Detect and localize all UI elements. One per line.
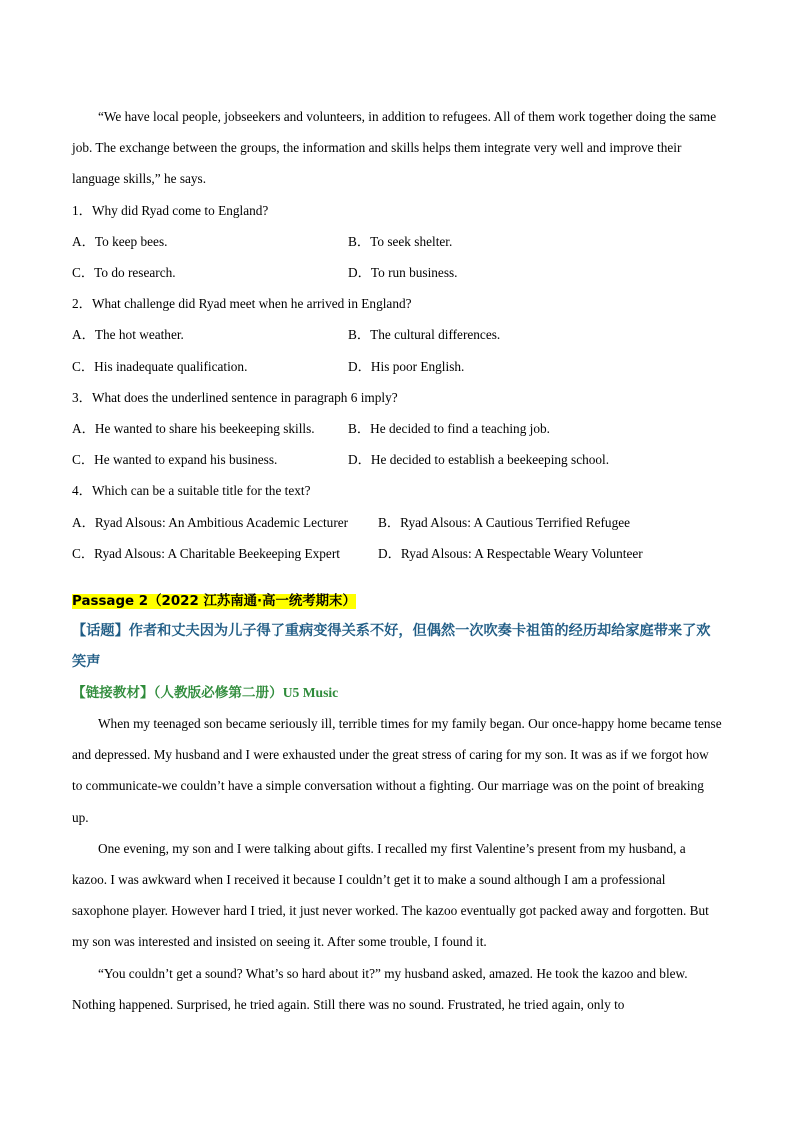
passage2-textbook-link [72, 678, 722, 708]
question-stem: 2．What challenge did Ryad meet when he arrived in England? [72, 296, 412, 312]
option-row [72, 413, 722, 444]
option-b: B．Ryad Alsous: A Cautious Terrified Refugee [378, 514, 631, 530]
option-c: C．He wanted to expand his business. [72, 452, 278, 468]
option-d: D．To run business. [348, 265, 458, 281]
passage2-heading [72, 591, 722, 613]
option-d: D．Ryad Alsous: A Respectable Weary Volunteer [378, 545, 643, 561]
link-unit: U5 Music [282, 685, 339, 701]
link-label: 【链接教材】 [72, 685, 154, 702]
option-row [72, 507, 722, 538]
option-b: B．He decided to find a teaching job. [348, 421, 550, 437]
section-spacer [72, 569, 722, 591]
option-a: A．The hot weather. [72, 327, 184, 343]
option-row [72, 319, 722, 350]
passage1-closing-paragraph: “We have local people, jobseekers and volunteers, in addition to refugees. All of them work together doing the same job. The exchange between the groups, the information and skills helps them integrate very well and improve their language skills,” he says. [72, 109, 717, 187]
option-row [72, 538, 722, 569]
passage2-paragraph-2: One evening, my son and I were talking about gifts. I recalled my first Valentine’s present from my husband, a kazoo. I was awkward when I received it because I couldn’t get it to make a sound although I am a professional saxophone player. However hard I tried, it just never worked. The kazoo eventually got packed away and forgotten. But my son was interested and insisted on seeing it. After some trouble, I found it. [72, 840, 709, 950]
question-2 [72, 288, 722, 382]
option-c: C．His inadequate qualification. [72, 358, 248, 374]
link-book: （人教版必修第二册） [153, 685, 283, 702]
option-d: D．He decided to establish a beekeeping school. [348, 452, 610, 468]
passage2-paragraph-1: When my teenaged son became seriously ill, terrible times for my family began. Our once-happy home became tense and depressed. My husband and I were exhausted under the great stress of caring for my son. It was as if we forgot how to communicate-we couldn’t have a simple conversation without a fighting. Our marriage was on the point of breaking up. [72, 716, 722, 825]
option-b: B．The cultural differences. [348, 327, 501, 343]
option-c: C．To do research. [72, 265, 176, 281]
passage2-source: （2022 江苏南通·高一统考期末） [148, 594, 356, 610]
option-row [72, 226, 722, 257]
option-row [72, 351, 722, 382]
option-c: C．Ryad Alsous: A Charitable Beekeeping Expert [72, 545, 340, 561]
option-b: B．To seek shelter. [348, 233, 453, 249]
passage2-paragraph-3: “You couldn’t get a sound? What’s so hard about it?” my husband asked, amazed. He took the kazoo and blew. Nothing happened. Surprised, he tried again. Still there was no sound. Frustrated, he tried again, only to [72, 965, 688, 1012]
option-row [72, 444, 722, 475]
option-a: A．Ryad Alsous: An Ambitious Academic Lecturer [72, 514, 349, 530]
option-a: A．He wanted to share his beekeeping skills. [72, 421, 315, 437]
question-1 [72, 195, 722, 289]
question-3 [72, 382, 722, 476]
question-stem: 4．Which can be a suitable title for the text? [72, 483, 311, 499]
option-d: D．His poor English. [348, 358, 465, 374]
question-4 [72, 475, 722, 569]
passage2-topic: 【话题】作者和丈夫因为儿子得了重病变得关系不好，但偶然一次吹奏卡祖笛的经历却给家庭带来了欢笑声 [72, 623, 711, 671]
option-a: A．To keep bees. [72, 233, 168, 249]
option-row [72, 257, 722, 288]
question-stem: 1．Why did Ryad come to England? [72, 202, 269, 218]
page-content [72, 101, 722, 1020]
passage2-label: Passage 2 [72, 594, 149, 610]
question-stem: 3．What does the underlined sentence in paragraph 6 imply? [72, 389, 398, 405]
